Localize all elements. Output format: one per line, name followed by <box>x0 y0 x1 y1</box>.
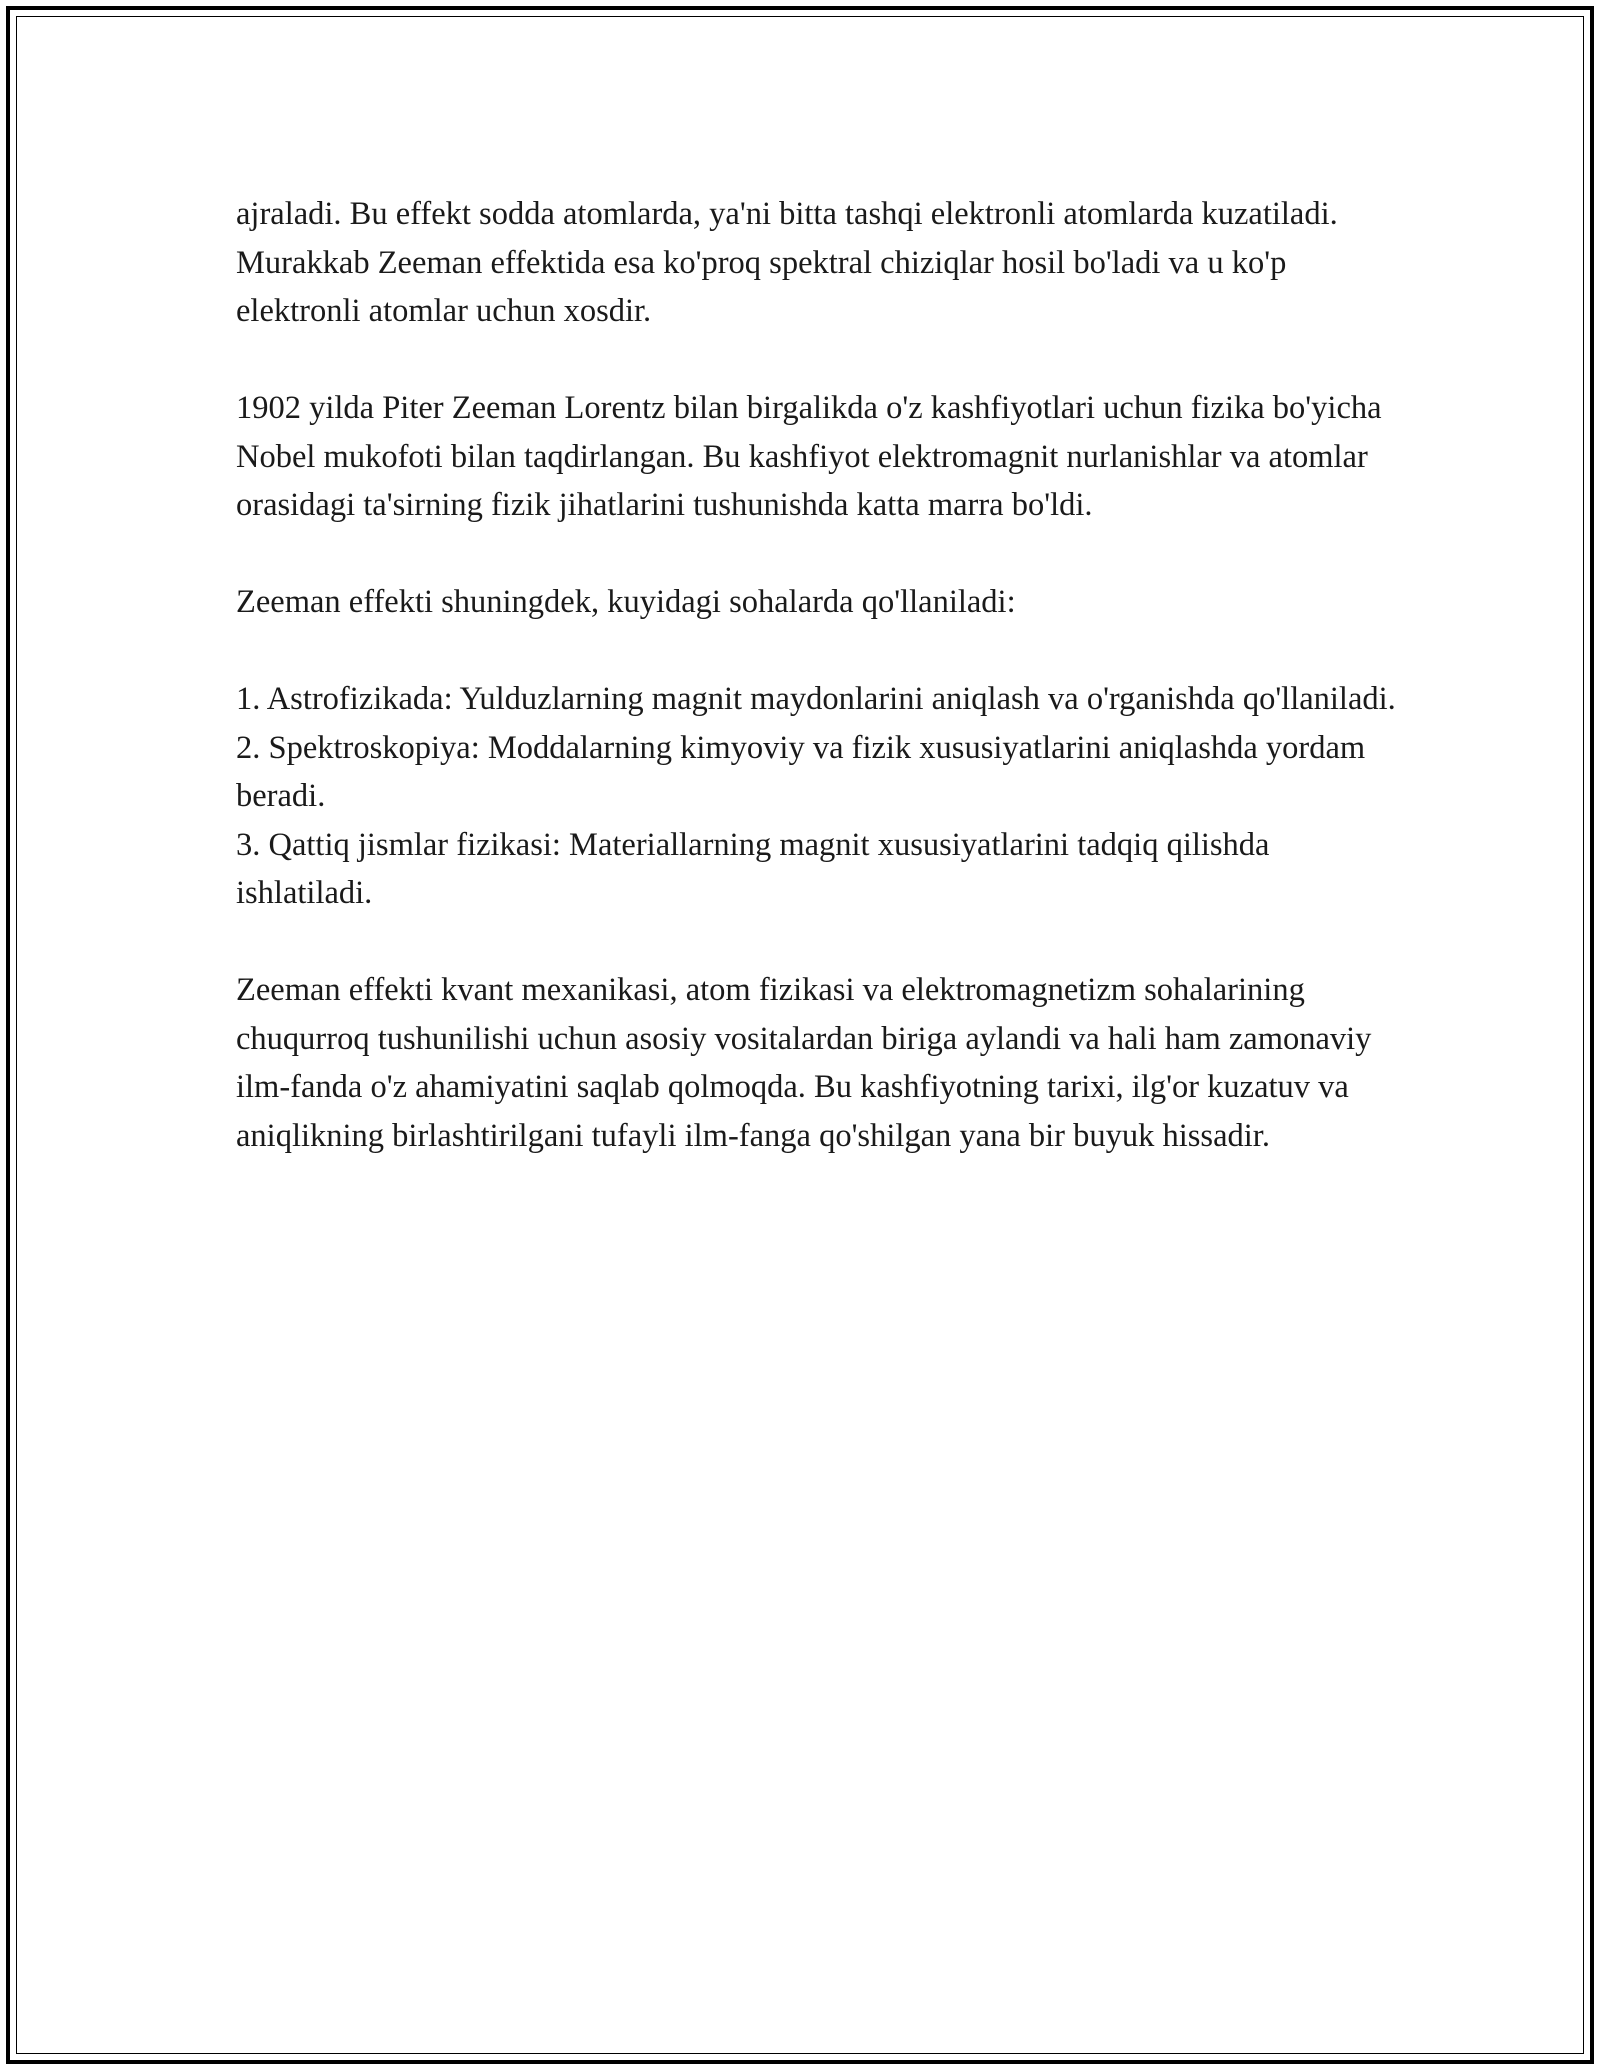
document-body <box>236 190 1396 1209</box>
list-item-solid-state: 3. Qattiq jismlar fizikasi: Materiallarning magnit xususiyatlarini tadqiq qilishda ishlatiladi. <box>236 826 1270 911</box>
list-item-astrophysics: 1. Astrofizikada: Yulduzlarning magnit maydonlarini aniqlash va o'rganishda qo'llaniladi. <box>236 681 1396 717</box>
list-item-spectroscopy: 2. Spektroskopiya: Moddalarning kimyoviy va fizik xususiyatlarini aniqlashda yordam beradi. <box>236 729 1366 814</box>
paragraph-applications-intro: Zeeman effekti shuningdek, kuyidagi sohalarda qo'llaniladi: <box>236 584 1016 620</box>
applications-list <box>236 675 1396 918</box>
paragraph-zeeman-simple: ajraladi. Bu effekt sodda atomlarda, ya'ni bitta tashqi elektronli atomlarda kuzatiladi. Murakkab Zeeman effektida esa ko'proq spektral chiziqlar hosil bo'ladi va u ko'p elektronli atomlar uchun xosdir. <box>236 196 1338 329</box>
paragraph-nobel-prize: 1902 yilda Piter Zeeman Lorentz bilan birgalikda o'z kashfiyotlari uchun fizika bo'yicha Nobel mukofoti bilan taqdirlangan. Bu kashfiyot elektromagnit nurlanishlar va atomlar orasidagi ta'sirning fizik jihatlarini tushunishda katta marra bo'ldi. <box>236 390 1382 523</box>
paragraph-conclusion: Zeeman effekti kvant mexanikasi, atom fizikasi va elektromagnetizm sohalarining chuqurroq tushunilishi uchun asosiy vositalardan biriga aylandi va hali ham zamonaviy ilm-fanda o'z ahamiyatini saqlab qolmoqda. Bu kashfiyotning tarixi, ilg'or kuzatuv va aniqlikning birlashtirilgani tufayli ilm-fanga qo'shilgan yana bir buyuk hissadir. <box>236 972 1372 1154</box>
